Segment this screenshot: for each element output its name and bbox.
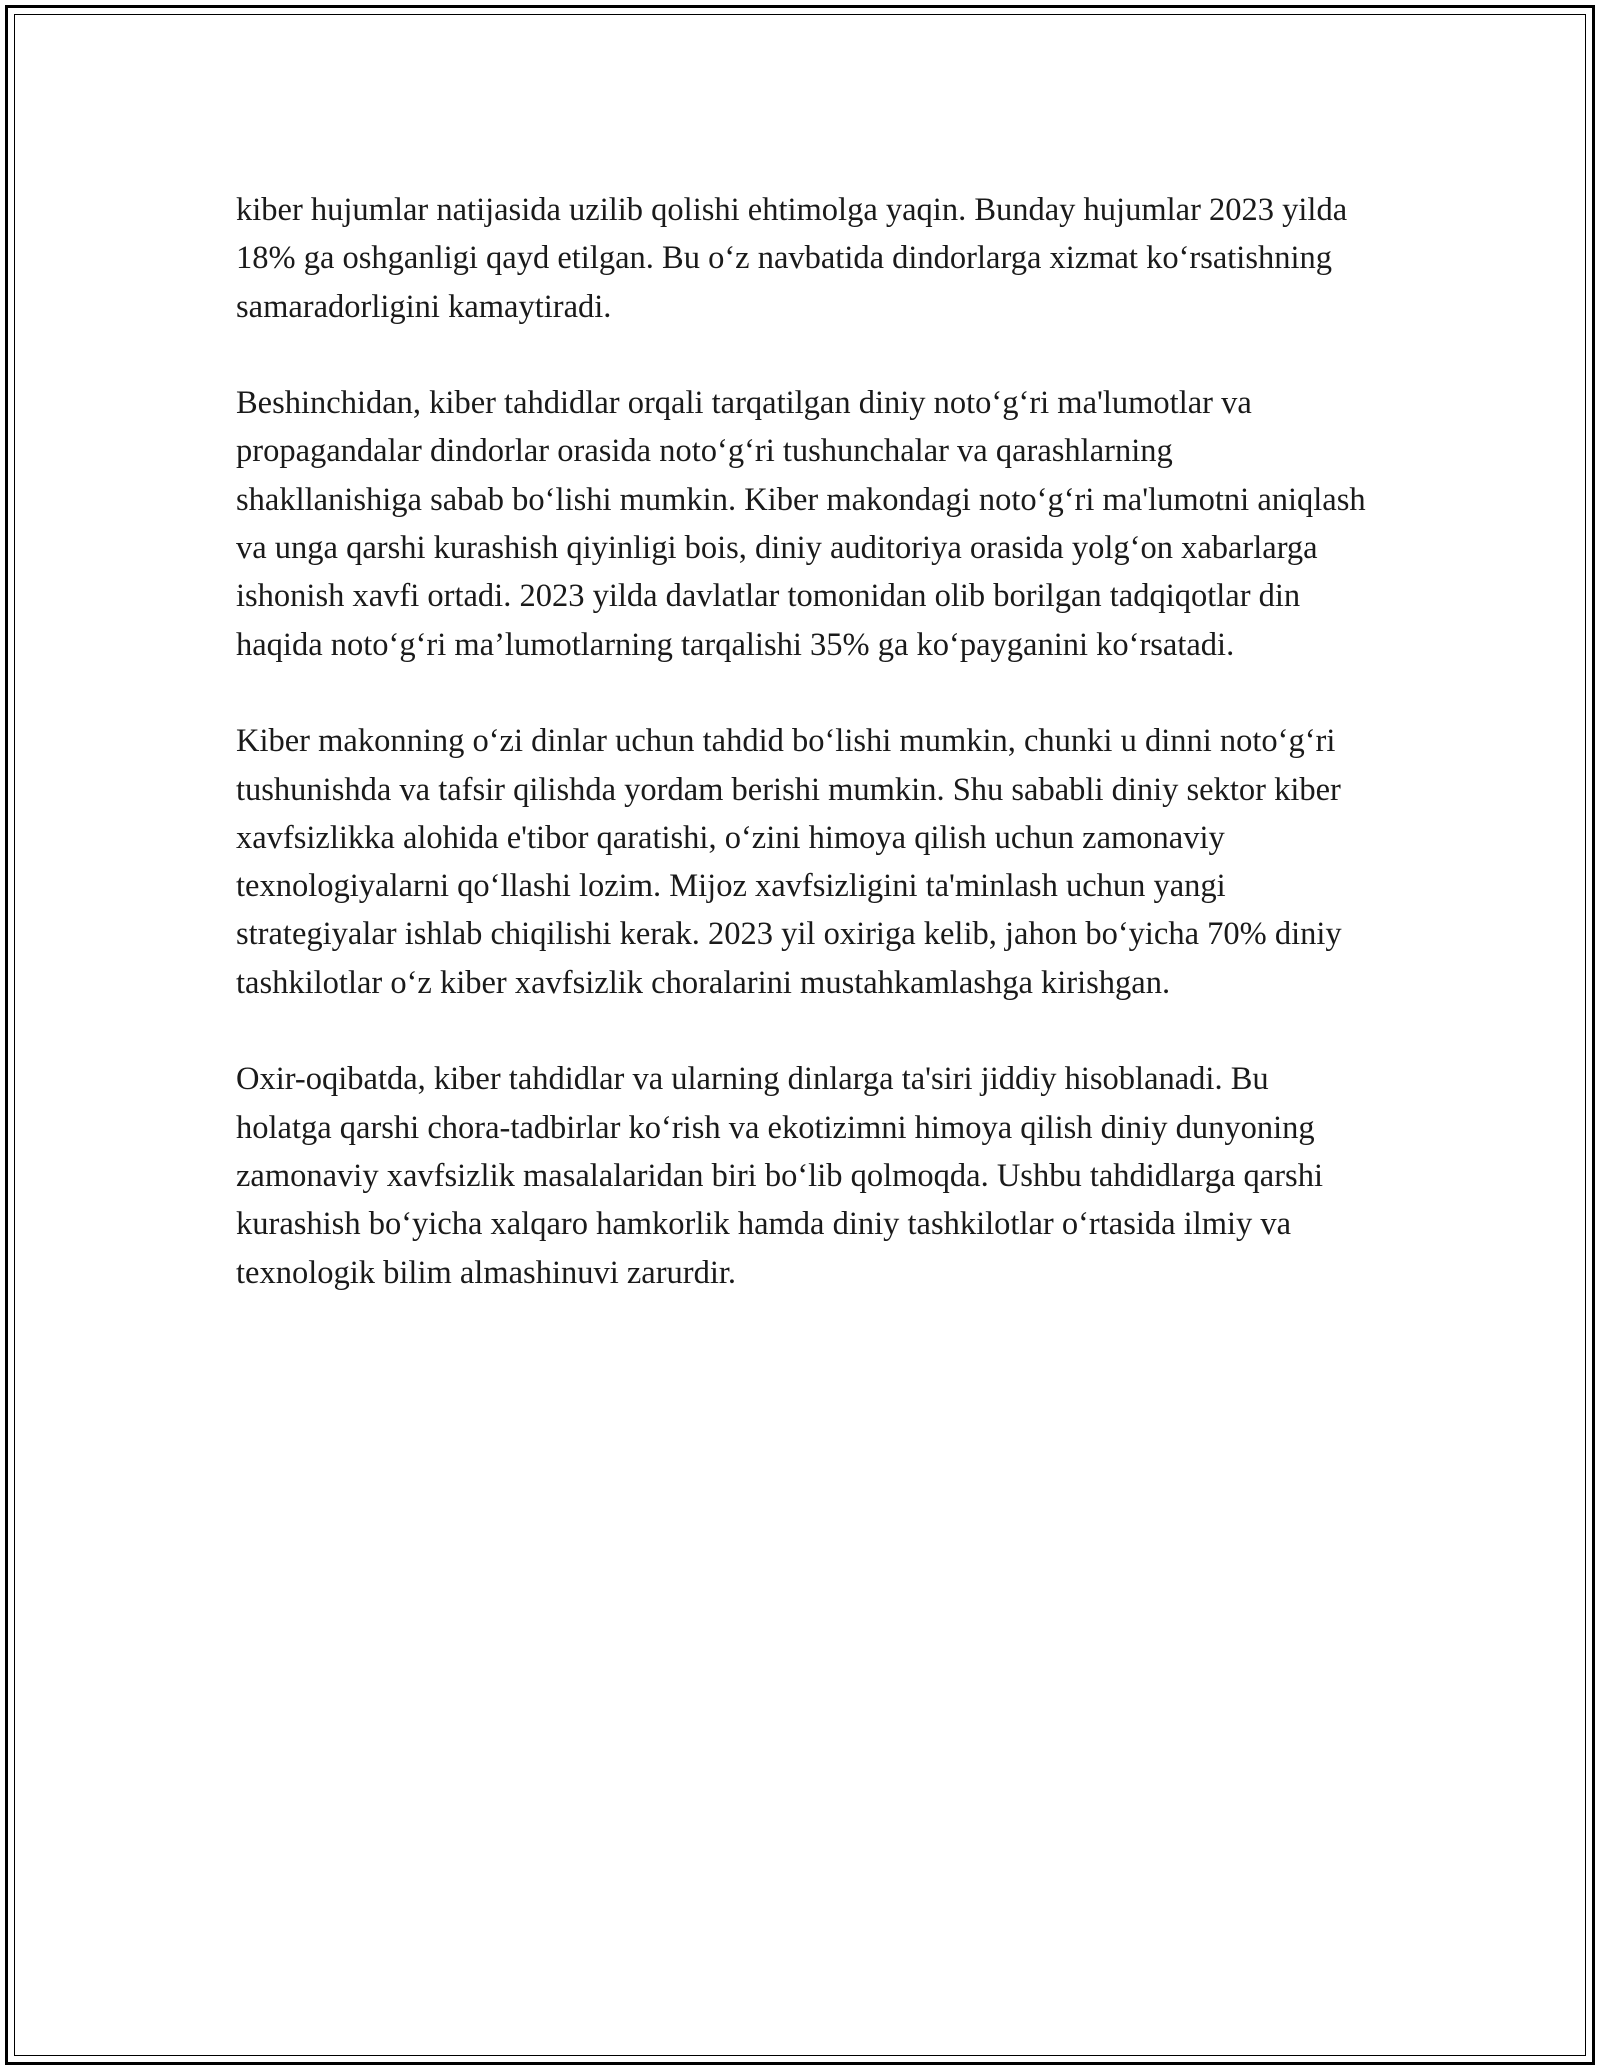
paragraph-2: Beshinchidan, kiber tahdidlar orqali tarqatilgan diniy notoʻgʻri ma'lumotlar va propagandalar dindorlar orasida notoʻgʻri tushunchalar va qarashlarning shakllanishiga sabab boʻlishi mumkin. Kiber makondagi notoʻgʻri ma'lumotni aniqlash va unga qarshi kurashish qiyinligi bois, diniy auditoriya orasida yolgʻon xabarlarga ishonish xavfi ortadi. 2023 yilda davlatlar tomonidan olib borilgan tadqiqotlar din haqida notoʻgʻri ma’lumotlarning tarqalishi 35% ga koʻpayganini koʻrsatadi. [236,385,1366,663]
paragraph-3: Kiber makonning oʻzi dinlar uchun tahdid boʻlishi mumkin, chunki u dinni notoʻgʻri tushunishda va tafsir qilishda yordam berishi mumkin. Shu sababli diniy sektor kiber xavfsizlikka alohida e'tibor qaratishi, oʻzini himoya qilish uchun zamonaviy texnologiyalarni qoʻllashi lozim. Mijoz xavfsizligini ta'minlash uchun yangi strategiyalar ishlab chiqilishi kerak. 2023 yil oxiriga kelib, jahon boʻyicha 70% diniy tashkilotlar oʻz kiber xavfsizlik choralarini mustahkamlashga kirishgan. [236,723,1342,1001]
paragraph-1: kiber hujumlar natijasida uzilib qolishi ehtimolga yaqin. Bunday hujumlar 2023 yilda 18% ga oshganligi qayd etilgan. Bu oʻz navbatida dindorlarga xizmat koʻrsatishning samaradorligini kamaytiradi. [236,192,1348,325]
paragraph-4: Oxir-oqibatda, kiber tahdidlar va ularning dinlarga ta'siri jiddiy hisoblanadi. Bu holatga qarshi chora-tadbirlar koʻrish va ekotizimni himoya qilish diniy dunyoning zamonaviy xavfsizlik masalalaridan biri boʻlib qolmoqda. Ushbu tahdidlarga qarshi kurashish boʻyicha xalqaro hamkorlik hamda diniy tashkilotlar oʻrtasida ilmiy va texnologik bilim almashinuvi zarurdir. [236,1061,1323,1291]
document-body [236,186,1366,1297]
